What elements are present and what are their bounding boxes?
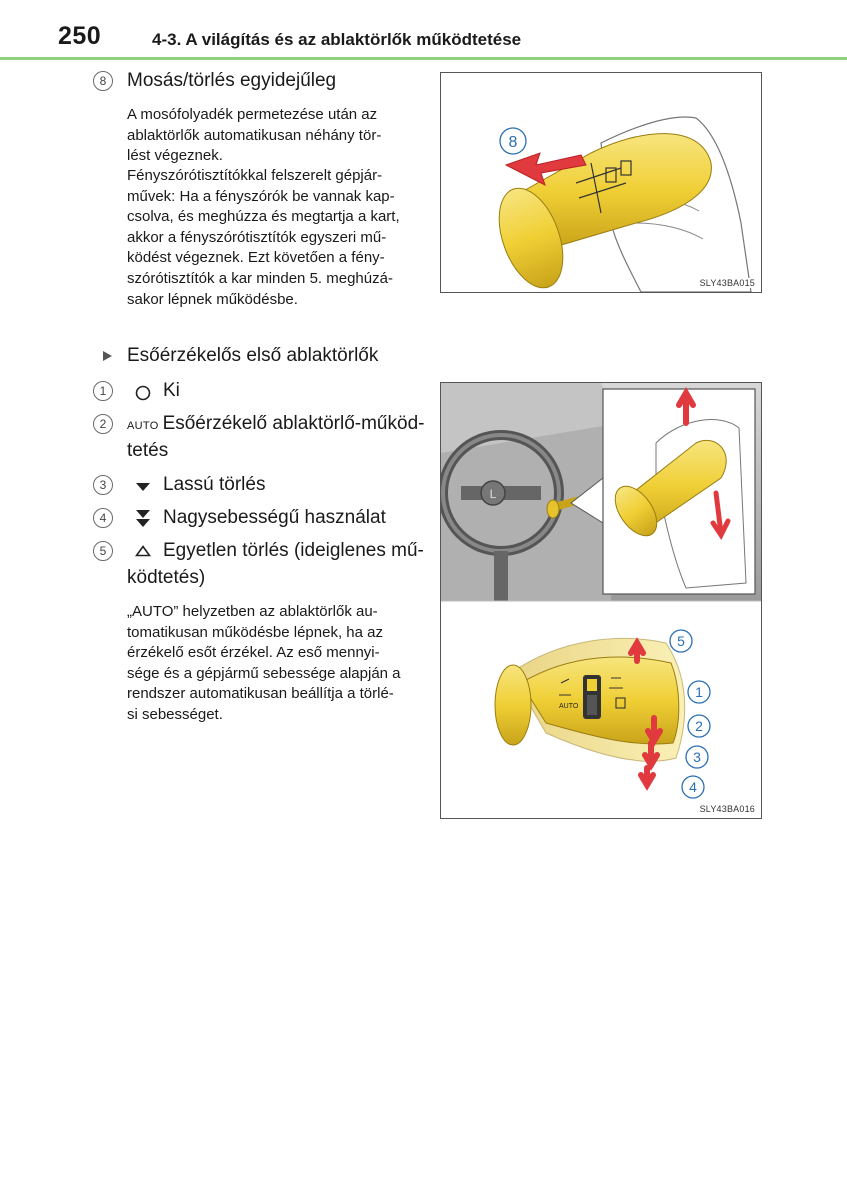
figure-2-callout-4: 4: [689, 779, 697, 795]
figure-2-callout-3: 3: [693, 749, 701, 765]
double-triangle-down-icon: [134, 508, 152, 530]
page-header: [0, 0, 847, 60]
figure-wash-wipe: [440, 72, 762, 293]
item-5-label: Egyetlen törlés (ideiglenes mű-: [163, 540, 424, 561]
figure-1-code: SLY43BA015: [699, 278, 755, 288]
lever-pull-illustration: [441, 73, 761, 292]
triangle-right-icon: [103, 351, 113, 361]
item-number-5: 5: [93, 541, 113, 561]
section-title: 4-3. A világítás és az ablaktörlők működtetése: [152, 30, 522, 49]
auto-tag: AUTO: [127, 420, 159, 432]
item-number-2: 2: [93, 414, 113, 434]
triangle-up-outline-icon: [135, 545, 151, 557]
figure-2-callout-5: 5: [677, 633, 685, 649]
figure-1-callout-8: 8: [508, 134, 518, 151]
item-1-label: Ki: [163, 380, 180, 401]
circle-icon: [135, 385, 151, 401]
item-2-label-cont: tetés: [127, 440, 169, 461]
dashboard-and-lever-illustration: [441, 383, 761, 818]
figure-2-code: SLY43BA016: [699, 804, 755, 814]
item-8-title: Mosás/törlés egyidejűleg: [127, 70, 337, 91]
item-number-8: 8: [93, 71, 113, 91]
item-number-1: 1: [93, 381, 113, 401]
item-3-label: Lassú törlés: [163, 474, 266, 495]
figure-rain-sensor: [440, 382, 762, 819]
rain-sensor-heading: Esőérzékelős első ablaktörlők: [127, 345, 379, 366]
figure-2-callout-2: 2: [695, 718, 703, 734]
item-number-3: 3: [93, 475, 113, 495]
figure-2-callout-1: 1: [695, 684, 703, 700]
page-number: 250: [58, 22, 102, 50]
header-rule: [0, 57, 847, 60]
triangle-down-icon: [134, 481, 152, 493]
item-8-paragraph-2: Fényszórótisztítókkal felszerelt gépjár- művek: Ha a fényszórók be vannak kap- csolva, és meghúzza és megtartja a kart, akkor a fényszórótisztítók egyszeri mű- ködést végeznek. Ezt követően a fény- szórótisztítók a kar minden 5. meghúzá- sakor lépnek működésbe.: [127, 167, 400, 308]
svg-text:L: L: [489, 487, 497, 501]
item-number-4: 4: [93, 508, 113, 528]
item-8-paragraph-1: A mosófolyadék permetezése után az ablaktörlők automatikusan néhány tör- lést végeznek.: [127, 106, 382, 165]
item-2-label: AUTO Esőérzékelő ablaktörlő-működ-: [127, 413, 425, 434]
svg-text:AUTO: AUTO: [559, 703, 579, 710]
auto-paragraph: „AUTO” helyzetben az ablaktörlők au- tomatikusan működésbe lépnek, ha az érzékelő esőt érzékel. Az eső mennyi- sége és a gépjármű sebessége alapján a rendszer automatikusan beállítja a törlé- si sebességet.: [127, 603, 401, 723]
item-4-label: Nagysebességű használat: [163, 507, 386, 528]
item-5-label-cont: ködtetés): [127, 567, 206, 588]
